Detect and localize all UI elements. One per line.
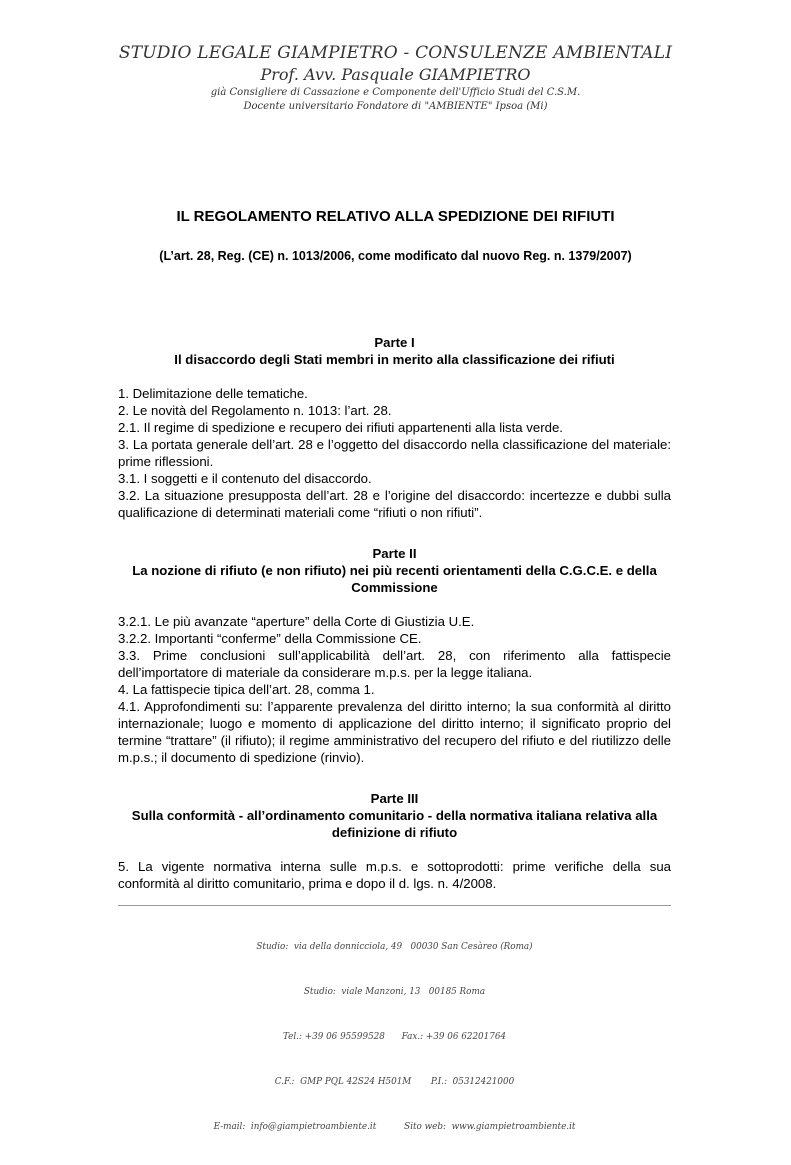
part-3-items [118,858,671,892]
document-subtitle: (L’art. 28, Reg. (CE) n. 1013/2006, come modificato dal nuovo Reg. n. 1379/2007) [159,249,632,263]
part-1-header [118,334,671,368]
toc-item: 1. Delimitazione delle tematiche. [118,386,308,401]
letterhead [0,42,791,114]
part-heading: Sulla conformità - all’ordinamento comunitario - della normativa italiana relativa alla definizione di rifiuto [131,808,658,840]
firm-name: STUDIO LEGALE GIAMPIETRO - CONSULENZE AMBIENTALI [118,43,673,63]
footer-tax-ids: C.F.: GMP PQL 42S24 H501M P.I.: 05312421000 [274,1077,515,1087]
toc-item: 2.1. Il regime di spedizione e recupero dei rifiuti appartenenti alla lista verde. [118,420,563,435]
toc-item: 3. La portata generale dell’art. 28 e l’oggetto del disaccordo nella classificazione del materiale: prime riflessioni. [118,437,671,469]
toc-item: 2. Le novità del Regolamento n. 1013: l’art. 28. [118,403,392,418]
footer-phone-fax: Tel.: +39 06 95599528 Fax.: +39 06 62201764 [282,1032,507,1042]
part-heading: La nozione di rifiuto (e non rifiuto) nei più recenti orientamenti della C.G.C.E. e della Commissione [132,563,657,595]
part-3-header [118,790,671,841]
toc-item: 4.1. Approfondimenti su: l’apparente prevalenza del diritto interno; la sua conformità al diritto internazionale; luogo e momento di applicazione del diritto interno; il significato proprio del termine “trattare” (il rifiuto); il regime amministrativo del recupero del rifiuto e del riutilizzo delle m.p.s.; il documento di spedizione (rinvio). [118,699,671,765]
lawyer-name: Prof. Avv. Pasquale GIAMPIETRO [260,65,531,84]
credentials-line-2: Docente universitario Fondatore di "AMBIENTE" Ipsoa (Mi) [243,101,548,112]
part-1-items [118,385,671,521]
part-label: Parte I [374,335,415,350]
footer-address-2: Studio: viale Manzoni, 13 00185 Roma [303,987,486,997]
footer-contacts: E-mail: info@giampietroambiente.it Sito web: www.giampietroambiente.it [213,1122,576,1132]
toc-item: 3.2.2. Importanti “conferme” della Commissione CE. [118,631,422,646]
toc-item: 3.2. La situazione presupposta dell’art. 28 e l’origine del disaccordo: incertezze e dubbi sulla qualificazione di determinati materiali come “rifiuti o non rifiuti”. [118,488,671,520]
part-heading: Il disaccordo degli Stati membri in merito alla classificazione dei rifiuti [174,352,615,367]
toc-item: 3.1. I soggetti e il contenuto del disaccordo. [118,471,372,486]
credentials-line-1: già Consigliere di Cassazione e Componente dell'Ufficio Studi del C.S.M. [210,87,581,98]
toc-item: 4. La fattispecie tipica dell’art. 28, comma 1. [118,682,375,697]
part-2-items [118,613,671,766]
document-title: IL REGOLAMENTO RELATIVO ALLA SPEDIZIONE DEI RIFIUTI [176,208,615,225]
footer [118,905,671,1165]
part-label: Parte II [372,546,417,561]
toc-item: 3.2.1. Le più avanzate “aperture” della Corte di Giustizia U.E. [118,614,475,629]
part-label: Parte III [370,791,419,806]
part-2-header [118,545,671,596]
table-of-contents [118,334,671,892]
footer-address-1: Studio: via della donnicciola, 49 00030 San Cesàreo (Roma) [256,942,533,952]
toc-item: 5. La vigente normativa interna sulle m.p.s. e sottoprodotti: prime verifiche della sua conformità al diritto comunitario, prima e dopo il d. lgs. n. 4/2008. [118,859,671,891]
toc-item: 3.3. Prime conclusioni sull’applicabilità dell’art. 28, con riferimento alla fattispecie dell’importatore di materiale da considerare m.p.s. per la legge italiana. [118,648,671,680]
